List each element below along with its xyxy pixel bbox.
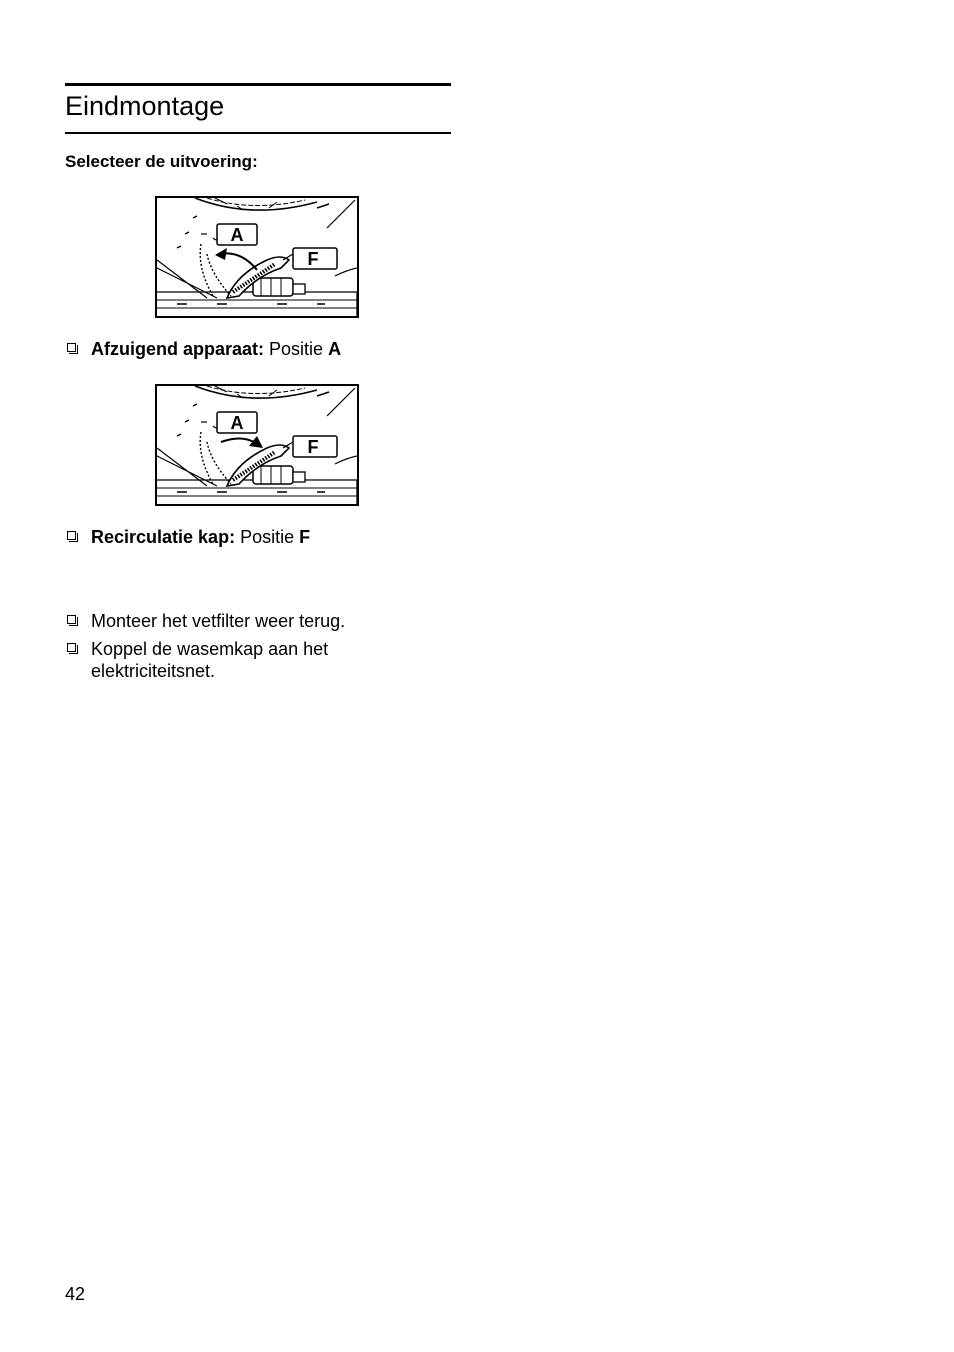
title-rule-bottom bbox=[65, 132, 451, 134]
figure-recirculation-position bbox=[155, 384, 359, 506]
checkbox-icon bbox=[67, 643, 76, 652]
option-exhaust-label: Afzuigend apparaat: bbox=[91, 339, 265, 359]
option-recirculation-label: Recirculatie kap: bbox=[91, 527, 236, 547]
option-recirculation-position: F bbox=[299, 527, 311, 547]
checkbox-icon bbox=[67, 531, 76, 540]
step-item bbox=[65, 638, 361, 682]
step-text: Koppel de wasemkap aan het elektriciteitsnet. bbox=[91, 639, 329, 681]
checkbox-icon bbox=[67, 615, 76, 624]
figure-label-a: A bbox=[230, 225, 244, 245]
page-title: Eindmontage bbox=[65, 91, 225, 121]
step-text: Monteer het vetfilter weer terug. bbox=[91, 611, 346, 631]
option-recirculation-text: Positie bbox=[240, 527, 295, 547]
figure-exhaust-position bbox=[155, 196, 359, 318]
figure-label-a: A bbox=[230, 413, 244, 433]
option-recirculation bbox=[65, 526, 391, 548]
figure-label-f: F bbox=[307, 437, 319, 457]
option-exhaust bbox=[65, 338, 391, 360]
figure-label-f: F bbox=[307, 249, 319, 269]
step-item bbox=[65, 610, 391, 632]
option-exhaust-position: A bbox=[328, 339, 342, 359]
option-exhaust-text: Positie bbox=[269, 339, 324, 359]
checkbox-icon bbox=[67, 343, 76, 352]
section-subtitle: Selecteer de uitvoering: bbox=[65, 152, 258, 171]
page-number: 42 bbox=[65, 1284, 86, 1304]
title-rule-top bbox=[65, 83, 451, 86]
